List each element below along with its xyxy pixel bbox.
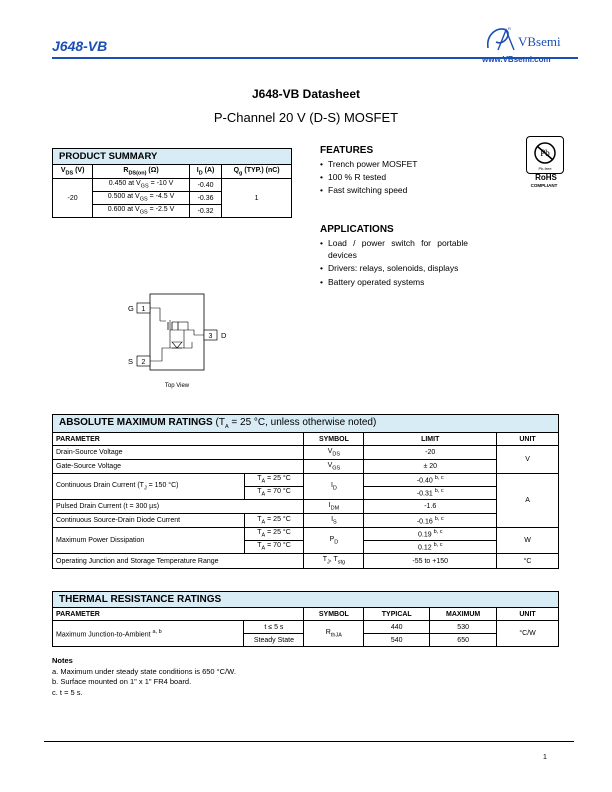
th-typ-1: 440 — [364, 621, 430, 634]
abs-is-symbol: $I_S$ — [304, 514, 364, 528]
absolute-max-ratings-table — [52, 414, 559, 569]
note-c: c. t = 5 s. — [52, 687, 83, 697]
ps-id-3: -0.32 — [189, 205, 221, 218]
device-subtitle: P-Channel 20 V (D-S) MOSFET — [213, 110, 399, 125]
pin-1-number: 1 — [141, 306, 146, 313]
notes-title: Notes — [52, 656, 73, 665]
ps-header-id: $I_D$ (A) — [189, 165, 221, 179]
gate-label: G — [128, 304, 134, 313]
ps-rds-2: 0.500 at $V_{GS} = -4.5$ V — [93, 192, 190, 205]
pb-label: Pb — [540, 148, 550, 158]
ps-header-rds: $R_{DS(on)}$ (Ω) — [93, 165, 190, 179]
thermal-title: THERMAL RESISTANCE RATINGS — [53, 592, 559, 608]
feature-item: • 100 % R tested — [320, 171, 480, 184]
th-cond-1: t ≤ 5 s — [244, 621, 304, 634]
rohs-label: RoHS — [535, 173, 557, 182]
th-unit: °C/W — [497, 621, 559, 647]
notes — [52, 656, 236, 698]
ps-rds-1: 0.450 at $V_{GS} = -10$ V — [93, 179, 190, 192]
abs-max-title: ABSOLUTE MAXIMUM RATINGS ($T_A = 25$ °C, unless otherwise noted) — [53, 415, 559, 433]
abs-header-param: PARAMETER — [53, 433, 304, 446]
abs-tj-limit: -55 to +150 — [364, 554, 497, 569]
abs-vgs-param: Gate-Source Voltage — [53, 460, 304, 474]
package-outline — [150, 294, 204, 370]
features-title: FEATURES — [320, 145, 374, 156]
abs-id-limit-1: -0.40 $^{b, c}$ — [364, 474, 497, 487]
application-item: • Battery operated systems — [320, 277, 468, 289]
feature-item: • Trench power MOSFET — [320, 158, 480, 171]
abs-id-cond-1: $T_A = 25$ °C — [244, 474, 304, 487]
abs-header-limit: LIMIT — [364, 433, 497, 446]
abs-header-symbol: SYMBOL — [304, 433, 364, 446]
abs-pd-cond-1: $T_A = 25$ °C — [244, 528, 304, 541]
abs-idm-param: Pulsed Drain Current (t = 300 µs) — [53, 500, 304, 514]
abs-vds-limit: -20 — [364, 446, 497, 460]
ps-id-2: -0.36 — [189, 192, 221, 205]
abs-watt-unit: W — [497, 528, 559, 554]
logo-text: VBsemi — [518, 34, 561, 49]
ps-qg-value: 1 — [222, 179, 292, 218]
diagram-caption: Top View — [164, 383, 190, 389]
abs-pd-symbol: $P_D$ — [304, 528, 364, 554]
feature-item: • Fast switching speed — [320, 184, 480, 197]
abs-id-param: Continuous Drain Current ($T_J = 150$ °C) — [53, 474, 245, 500]
website-url[interactable]: www.VBsemi.com — [482, 55, 551, 64]
thermal-resistance-table — [52, 591, 559, 647]
pb-free-label: Pb-free — [538, 166, 552, 171]
applications-list — [320, 238, 468, 288]
th-header-maximum: MAXIMUM — [430, 608, 497, 621]
note-b: b. Surface mounted on 1" x 1" FR4 board. — [52, 677, 192, 686]
th-header-unit: UNIT — [497, 608, 559, 621]
abs-id-cond-2: $T_A = 70$ °C — [244, 487, 304, 500]
th-symbol: $R_{thJA}$ — [304, 621, 364, 647]
abs-pd-limit-1: 0.19 $^{b, c}$ — [364, 528, 497, 541]
abs-vds-symbol: $V_{DS}$ — [304, 446, 364, 460]
abs-tj-symbol: $T_J$, $T_{stg}$ — [304, 554, 364, 569]
pin-3-number: 3 — [208, 333, 213, 340]
page-number: 1 — [543, 754, 547, 761]
abs-tj-param: Operating Junction and Storage Temperature Range — [53, 554, 304, 569]
ps-header-qg: $Q_g$ (TYP.) (nC) — [222, 165, 292, 179]
abs-id-symbol: $I_D$ — [304, 474, 364, 500]
rohs-compliant: COMPLIANT — [530, 183, 558, 188]
th-param: Maximum Junction-to-Ambient $^{a, b}$ — [53, 621, 244, 647]
th-max-2: 650 — [430, 634, 497, 647]
applications-title: APPLICATIONS — [320, 224, 394, 235]
abs-vgs-limit: ± 20 — [364, 460, 497, 474]
abs-pd-param: Maximum Power Dissipation — [53, 528, 245, 554]
part-title: J648-VB — [52, 38, 108, 54]
application-item: • Load / power switch for portable devices — [320, 238, 468, 261]
vbsemi-logo — [484, 24, 580, 54]
abs-pd-limit-2: 0.12 $^{b, c}$ — [364, 541, 497, 554]
pin-2-number: 2 — [141, 359, 146, 366]
note-a: a. Maximum under steady state conditions is 650 °C/W. — [52, 666, 236, 676]
logo-mark: R — [508, 26, 511, 31]
abs-header-unit: UNIT — [497, 433, 559, 446]
pinout-diagram — [120, 290, 240, 390]
pb-free-badge — [526, 136, 564, 174]
drain-label: D — [221, 331, 227, 340]
abs-is-param: Continuous Source-Drain Diode Current — [53, 514, 245, 528]
ps-header-vds: $V_{DS}$ (V) — [53, 165, 93, 179]
product-summary-table — [52, 148, 292, 218]
th-max-1: 530 — [430, 621, 497, 634]
pb-free-icon — [527, 137, 563, 173]
abs-amp-unit: A — [497, 474, 559, 528]
abs-idm-limit: -1.6 — [364, 500, 497, 514]
abs-volt-unit: V — [497, 446, 559, 474]
product-summary-title: PRODUCT SUMMARY — [53, 149, 292, 165]
abs-id-limit-2: -0.31 $^{b, c}$ — [364, 487, 497, 500]
ps-id-1: -0.40 — [189, 179, 221, 192]
abs-idm-symbol: $I_{DM}$ — [304, 500, 364, 514]
ps-vds-value: -20 — [53, 179, 93, 218]
abs-pd-cond-2: $T_A = 70$ °C — [244, 541, 304, 554]
features-list — [320, 158, 480, 197]
source-label: S — [128, 357, 134, 366]
ps-rds-3: 0.600 at $V_{GS} = -2.5$ V — [93, 205, 190, 218]
abs-temp-unit: °C — [497, 554, 559, 569]
application-item: • Drivers: relays, solenoids, displays — [320, 263, 468, 275]
th-header-symbol: SYMBOL — [304, 608, 364, 621]
th-typ-2: 540 — [364, 634, 430, 647]
abs-vgs-symbol: $V_{GS}$ — [304, 460, 364, 474]
th-header-typical: TYPICAL — [364, 608, 430, 621]
abs-is-limit: -0.16 $^{b, c}$ — [364, 514, 497, 528]
footer-rule — [44, 741, 574, 742]
th-cond-2: Steady State — [244, 634, 304, 647]
datasheet-title: J648-VB Datasheet — [251, 87, 361, 101]
th-header-param: PARAMETER — [53, 608, 304, 621]
abs-is-cond: $T_A = 25$ °C — [244, 514, 304, 528]
abs-vds-param: Drain-Source Voltage — [53, 446, 304, 460]
